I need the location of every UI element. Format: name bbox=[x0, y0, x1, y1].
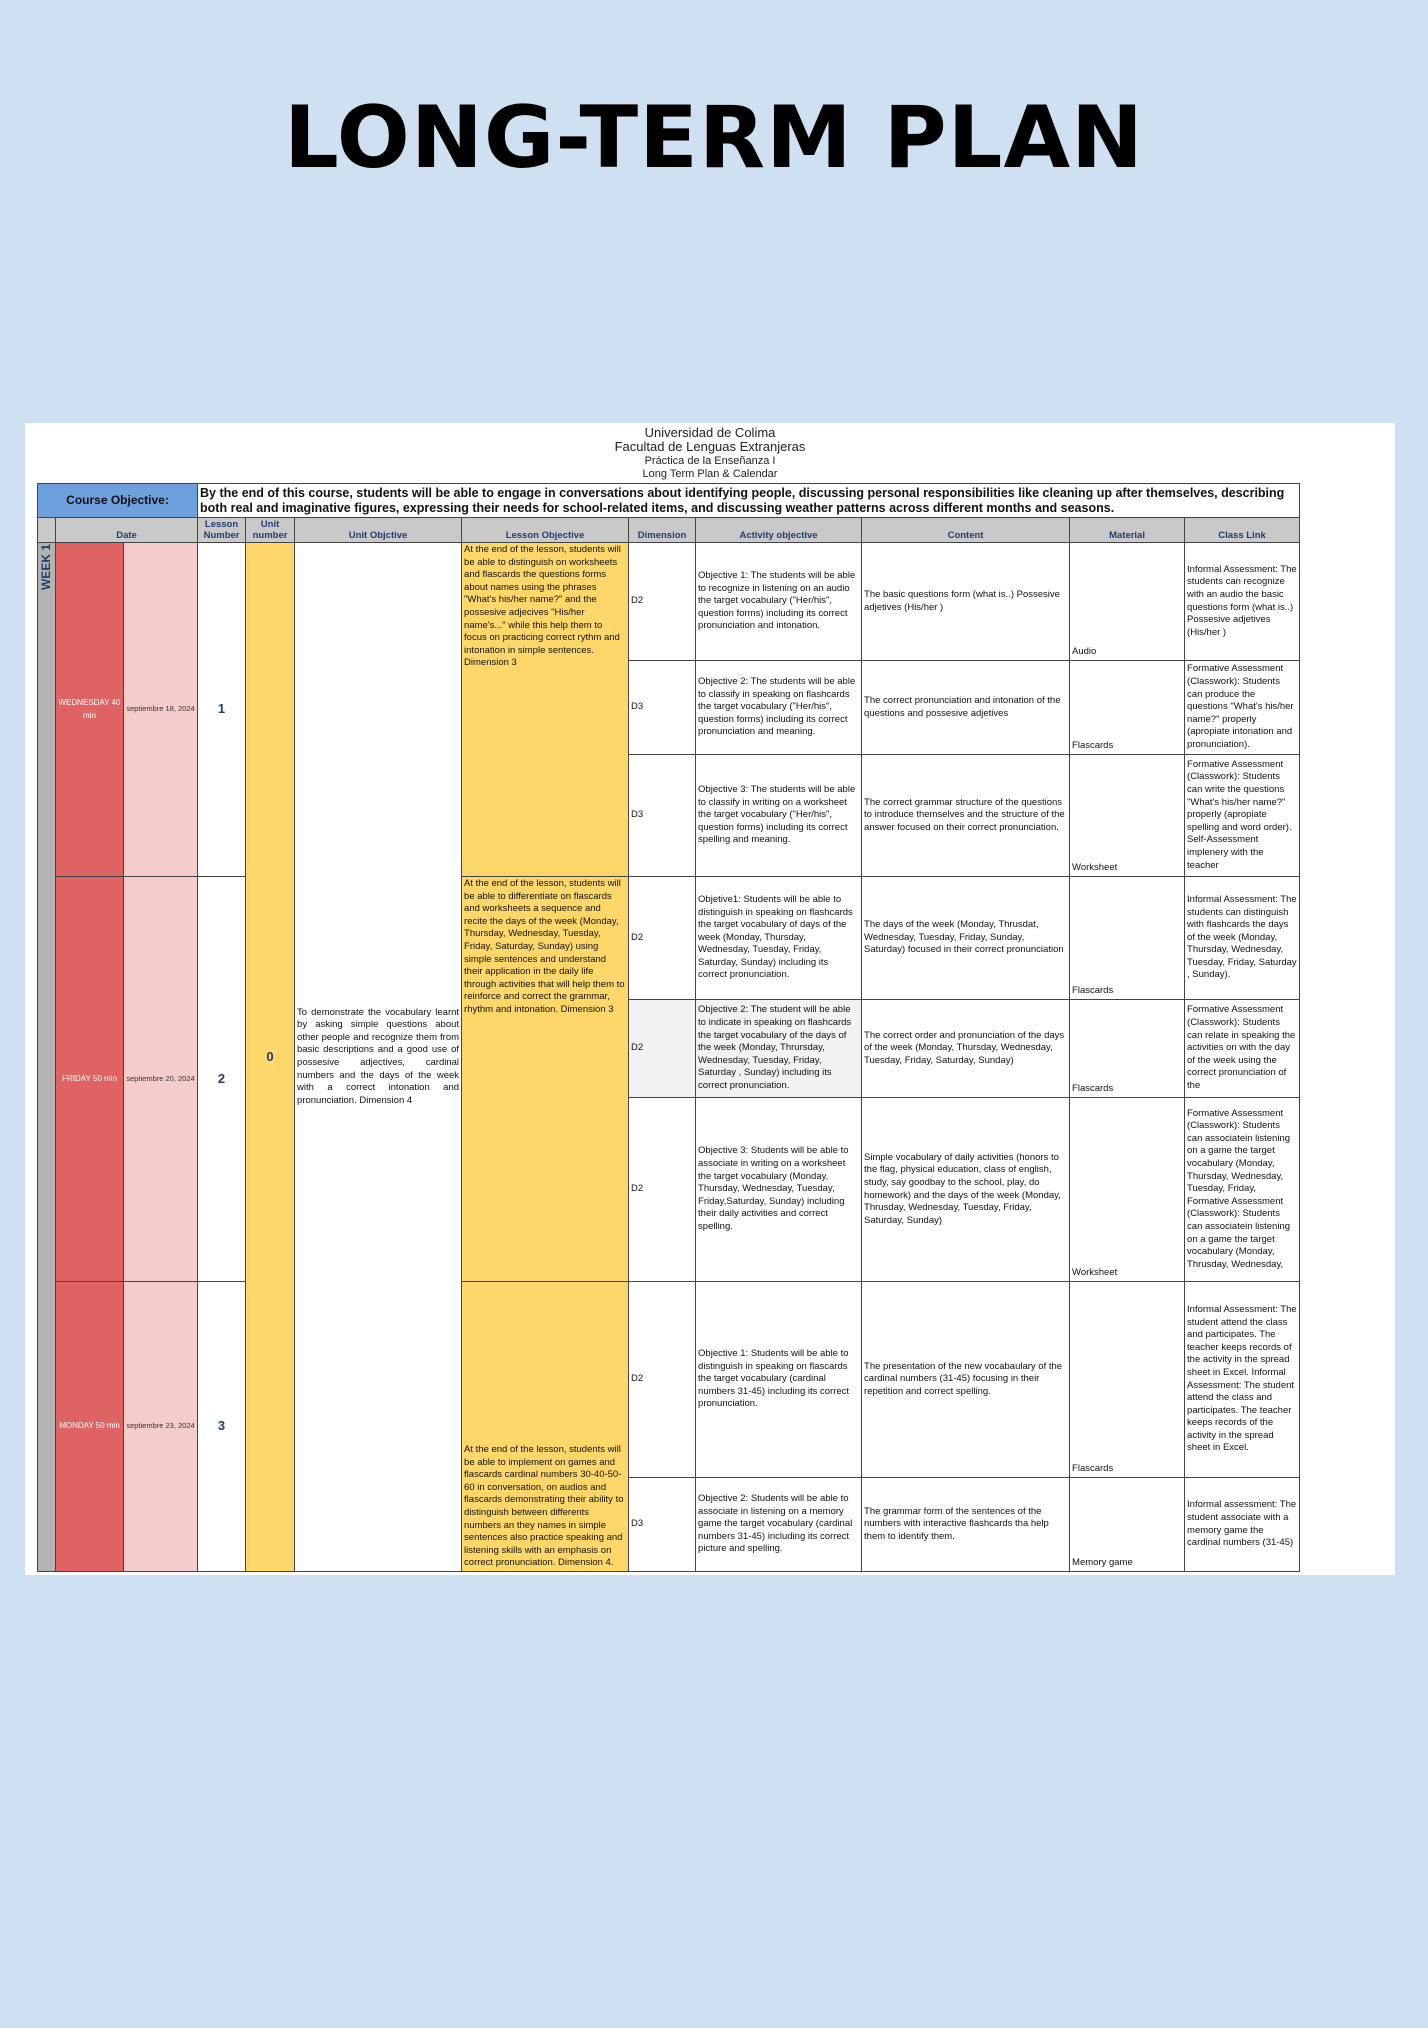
lesson-number: 1 bbox=[198, 543, 246, 877]
lesson-day: FRIDAY 50 min bbox=[56, 877, 124, 1282]
col-unit-number: Unit number bbox=[246, 518, 295, 543]
table-row bbox=[38, 1282, 1328, 1478]
activity-content: The basic questions form (what is..) Possesive adjetives (His/her ) bbox=[862, 543, 1070, 661]
col-date: Date bbox=[56, 518, 198, 543]
activity-content: The days of the week (Monday, Thrusdat, Wednesday, Tuesday, Friday, Sunday, Saturday) focused in their correct pronunciation bbox=[862, 877, 1070, 1000]
table-row bbox=[38, 877, 1328, 1000]
table-row bbox=[38, 543, 1328, 661]
activity-material: Memory game bbox=[1070, 1478, 1185, 1572]
activity-material: Worksheet bbox=[1070, 755, 1185, 877]
activity-objective: Objective 2: The students will be able to classify in speaking on flashcards the target vocabulary ("Her/his", question forms) including its correct pronunciation and meaning. bbox=[696, 661, 862, 755]
activity-content: Simple vocabulary of daily activities (honors to the flag, physical education, class of english, study, say goodbay to the school, play, do homework) and the days of the week (Monday, Thrusday, Wednesday, Tuesday, Friday, Saturday, Sunday) bbox=[862, 1098, 1070, 1282]
activity-material: Flascards bbox=[1070, 661, 1185, 755]
lesson-date: septiembre 18, 2024 bbox=[124, 543, 198, 877]
activity-content: The correct grammar structure of the questions to introduce themselves and the structure of the answer focused on their correct pronunciation. bbox=[862, 755, 1070, 877]
activity-material: Worksheet bbox=[1070, 1098, 1185, 1282]
activity-material: Flascards bbox=[1070, 1000, 1185, 1098]
activity-content: The correct pronunciation and intonation of the questions and possesive adjetives bbox=[862, 661, 1070, 755]
unit-number: 0 bbox=[246, 543, 295, 1572]
page-title: LONG-TERM PLAN bbox=[284, 88, 1144, 188]
class-link: Formative Assessment (Classwork): Students can write the questions "What's his/her name?" properly (apropiate spelling and word order). Self-Assessment implenery with the teacher bbox=[1185, 755, 1300, 877]
lesson-objective: At the end of the lesson, students will be able to differentiate on flascards and worksheets a sequence and recite the days of the week (Monday, Thursday, Wednesday, Tuesday, Friday, Saturday, Sunday) using simple sentences and understand their application in the daily life through activities that will help them to reinforce and correct the grammar, rhythm and intonation. Dimension 3 bbox=[462, 877, 629, 1282]
col-class-link: Class Link bbox=[1185, 518, 1300, 543]
activity-dimension: D3 bbox=[629, 755, 696, 877]
plan-table bbox=[37, 483, 1328, 1572]
lesson-objective: At the end of the lesson, students will be able to distinguish on worksheets and flascards the questions forms about names using the phrases "What's his/her name?" and the possesive adjecives "His/her name's..." while this help them to focus on practicing correct rythm and intonation in simple sentences. Dimension 3 bbox=[462, 543, 629, 877]
lesson-day: MONDAY 50 min bbox=[56, 1282, 124, 1572]
activity-content: The presentation of the new vocabaulary of the cardinal numbers (31-45) focusing in their repetition and correct spelling. bbox=[862, 1282, 1070, 1478]
class-link: Formative Assessment (Classwork): Students can produce the questions "What's his/her name?" properly (apropiate intonation and pronunciation). bbox=[1185, 661, 1300, 755]
col-activity-objective: Activity objective bbox=[696, 518, 862, 543]
class-link: Formative Assessment (Classwork): Students can associatein listening on a game the target vocabulary (Monday, Thursday, Wednesday, Tuesday, Friday, Formative Assessment (Classwork): Students can associatein listening on a game the target vocabulary (Monday, Thrusday, Wednesday, bbox=[1185, 1098, 1300, 1282]
col-lesson-number: Lesson Number bbox=[198, 518, 246, 543]
activity-dimension: D2 bbox=[629, 1000, 696, 1098]
col-unit-objective: Unit Objctive bbox=[295, 518, 462, 543]
activity-content: The grammar form of the sentences of the numbers with interactive flashcards tha help them to identify them. bbox=[862, 1478, 1070, 1572]
activity-material: Flascards bbox=[1070, 877, 1185, 1000]
class-link: Informal Assessment: The students can distinguish with flashcards the days of the week (Monday, Thursday, Wednesday, Tuesday, Friday, Saturday , Sunday). bbox=[1185, 877, 1300, 1000]
col-lesson-objective: Lesson Objective bbox=[462, 518, 629, 543]
course-name: Práctica de la Enseñanza I bbox=[644, 455, 776, 467]
class-link: Informal Assessment: The students can recognize with an audio the basic questions form (what is..) Possesive adjetives (His/her ) bbox=[1185, 543, 1300, 661]
activity-objective: Objective 2: Students will be able to associate in listening on a memory game the target vocabulary (cardinal numbers 31-45) including its correct picture and spelling. bbox=[696, 1478, 862, 1572]
lesson-date: septiembre 20, 2024 bbox=[124, 877, 198, 1282]
activity-dimension: D2 bbox=[629, 1098, 696, 1282]
class-link: Informal assessment: The student associate with a memory game the cardinal numbers (31-45) bbox=[1185, 1478, 1300, 1572]
unit-objective: To demonstrate the vocabulary learnt by asking simple questions about other people and recognize them from basic descriptions and a good use of possesive adjectives, cardinal numbers and the days of the week with a correct intonation and pronunciation. Dimension 4 bbox=[295, 543, 462, 1572]
activity-dimension: D2 bbox=[629, 543, 696, 661]
university-name: Universidad de Colima bbox=[644, 425, 776, 440]
course-objective-label: Course Objective: bbox=[38, 484, 198, 518]
col-material: Material bbox=[1070, 518, 1185, 543]
col-dimension: Dimension bbox=[629, 518, 696, 543]
activity-objective: Objetive1: Students will be able to distinguish in speaking on flashcards the target vocabulary of days of the week (Monday, Thursday, Wednesday, Tuesday, Friday, Saturday, Sunday) including its correct pronunciation. bbox=[696, 877, 862, 1000]
lesson-day: WEDNESDAY 40 min bbox=[56, 543, 124, 877]
activity-objective: Objective 3: The students will be able to classify in writing on a worksheet the target vocabulary ("Her/his", question forms) including its correct spelling and meaning. bbox=[696, 755, 862, 877]
activity-objective: Objective 1: Students will be able to distinguish in speaking on flascards the target vocabulary (cardinal numbers 31-45) including its correct pronunciation. bbox=[696, 1282, 862, 1478]
activity-material: Flascards bbox=[1070, 1282, 1185, 1478]
document-subtitle: Long Term Plan & Calendar bbox=[642, 468, 778, 480]
week-label: WEEK 1 bbox=[38, 543, 56, 1572]
activity-content: The correct order and pronunciation of the days of the week (Monday, Thursday, Wednesday, Tuesday, Friday, Saturday, Sunday) bbox=[862, 1000, 1070, 1098]
activity-dimension: D3 bbox=[629, 1478, 696, 1572]
activity-objective: Objective 3: Students will be able to associate in writing on a worksheet the target vocabulary (Monday, Thursday, Wednesday, Tuesday, Friday,Saturday, Sunday) including their daily activities and correct spelling. bbox=[696, 1098, 862, 1282]
lesson-date: septiembre 23, 2024 bbox=[124, 1282, 198, 1572]
activity-material: Audio bbox=[1070, 543, 1185, 661]
faculty-name: Facultad de Lenguas Extranjeras bbox=[614, 439, 806, 454]
lesson-number: 2 bbox=[198, 877, 246, 1282]
long-term-plan-sheet bbox=[25, 423, 1395, 1575]
activity-objective: Objective 2: The student will be able to indicate in speaking on flashcards the target vocabulary of the days of the week (Monday, Thrursday, Wednesday, Tuesday, Friday, Saturday , Sunday) including its correct pronunciation. bbox=[696, 1000, 862, 1098]
class-link: Informal Assessment: The student attend the class and participates. The teacher keeps records of the activity in the spread sheet in Excel. Informal Assessment: The student attend the class and participates. The teacher keeps records of the activity in the spread sheet in Excel. bbox=[1185, 1282, 1300, 1478]
activity-dimension: D2 bbox=[629, 1282, 696, 1478]
lesson-number: 3 bbox=[198, 1282, 246, 1572]
activity-dimension: D3 bbox=[629, 661, 696, 755]
class-link: Formative Assessment (Classwork): Students can relate in speaking the activities on with the day of the week using the correct pronunciation of the bbox=[1185, 1000, 1300, 1098]
activity-dimension: D2 bbox=[629, 877, 696, 1000]
col-content: Content bbox=[862, 518, 1070, 543]
activity-objective: Objective 1: The students will be able to recognize in listening on an audio the target vocabulary ("Her/his", question forms) including its correct pronunciation and intonation. bbox=[696, 543, 862, 661]
lesson-objective: At the end of the lesson, students will be able to implement on games and flascards cardinal numbers 30-40-50-60 in conversation, on audios and flascards demonstrating their ability to distinguish between differents numbers an they names in simple sentences also practice speaking and listening skills with an emphasis on correct pronunciation. Dimension 4. bbox=[462, 1282, 629, 1572]
course-objective-text: By the end of this course, students will be able to engage in conversations about identifying people, discussing personal responsibilities like cleaning up after themselves, describing both real and imaginative figures, expressing their needs for school-related items, and discussing weather patterns across different months and seasons. bbox=[198, 484, 1300, 518]
